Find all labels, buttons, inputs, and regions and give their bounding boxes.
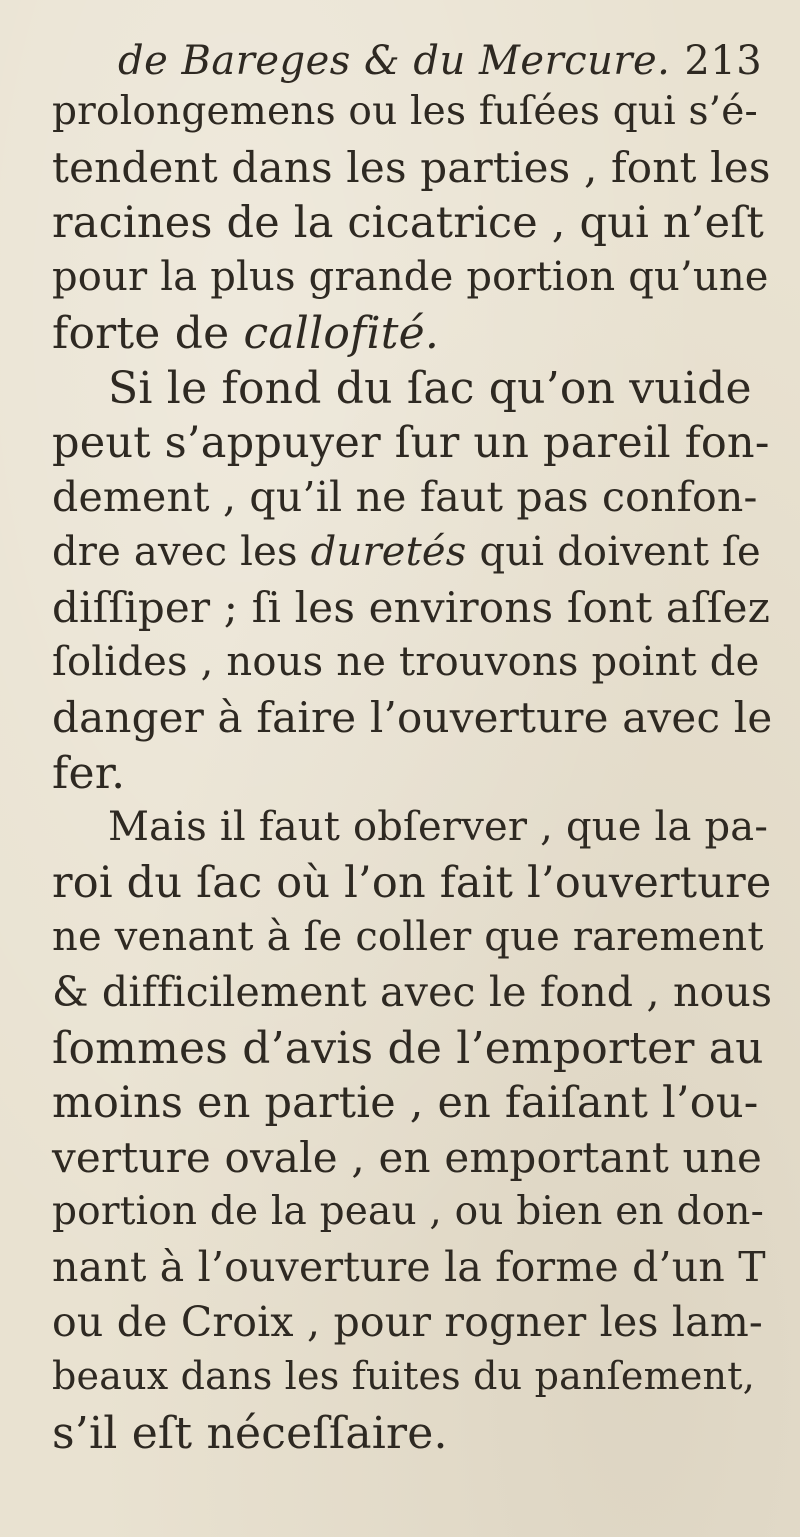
text-fragment: qui doivent ſe [479, 529, 761, 575]
paragraph-start-line: Si le fond du ſac qu’on vuide [108, 363, 752, 414]
text-line: dement , qu’il ne faut pas confon- [52, 473, 758, 521]
text-line: prolongemens ou les fuſées qui s’é- [52, 89, 758, 134]
text-line [52, 529, 761, 575]
text-line: ou de Croix , pour rogner les lam- [52, 1298, 763, 1346]
italic-term: duretés [310, 529, 467, 575]
text-line: & difficilement avec le fond , nous [52, 968, 773, 1016]
text-line: portion de la peau , ou bien en don- [52, 1189, 764, 1234]
text-line: moins en partie , en faiſant l’ou- [52, 1078, 759, 1128]
text-line: s’il eſt néceſſaire. [52, 1408, 448, 1459]
text-line: danger à faire l’ouverture avec le [52, 693, 773, 742]
text-line: racines de la cicatrice , qui n’eſt [52, 198, 764, 248]
text-line: verture ovale , en emportant une [52, 1133, 763, 1182]
text-fragment: dre avec les [52, 529, 298, 575]
text-line: ſommes d’avis de l’emporter au [52, 1023, 764, 1074]
italic-term: callofité. [243, 308, 440, 359]
text-line: diſſiper ; ſi les environs ſont aſſez [52, 583, 771, 632]
running-header [118, 38, 762, 84]
text-fragment: forte de [52, 308, 230, 359]
text-line: pour la plus grande portion qu’une [52, 254, 769, 300]
running-title: de Bareges & du Mercure. [118, 38, 671, 84]
text-line: peut s’appuyer ſur un pareil fon- [52, 418, 770, 468]
text-line: nant à l’ouverture la forme d’un T [52, 1243, 766, 1291]
text-line: ſolides , nous ne trouvons point de [52, 639, 760, 685]
paragraph-start-line: Mais il faut obſerver , que la pa- [108, 804, 769, 850]
text-line: beaux dans les fuites du panſement, [52, 1354, 755, 1398]
text-line: tendent dans les parties , font les [52, 143, 771, 192]
text-line [52, 308, 440, 359]
text-line: fer. [52, 748, 126, 799]
text-line: ne venant à ſe coller que rarement [52, 914, 764, 960]
text-line: roi du ſac où l’on fait l’ouverture [52, 858, 772, 908]
page-number: 213 [684, 38, 763, 84]
